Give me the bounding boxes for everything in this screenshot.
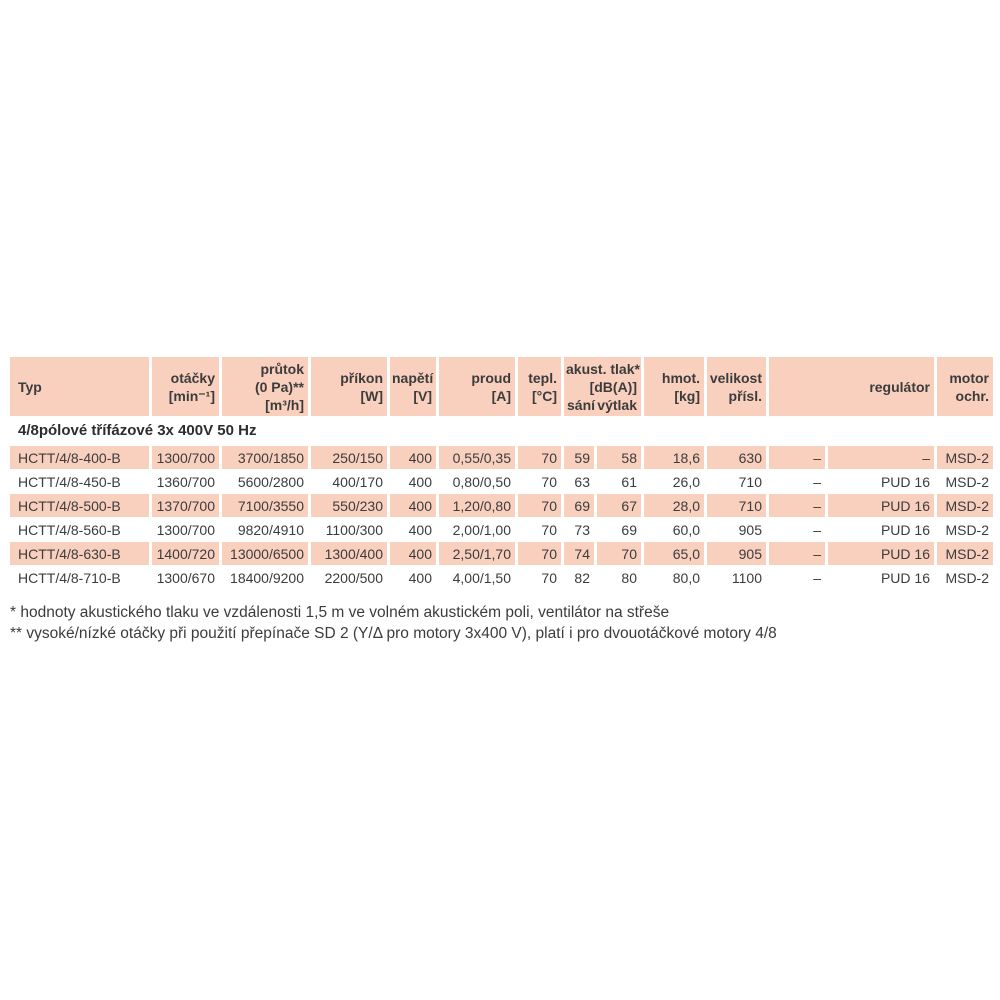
cell-motor-ochr: MSD-2 bbox=[937, 542, 993, 565]
cell-prikon: 1300/400 bbox=[311, 542, 387, 565]
col-unit: [kg] bbox=[674, 387, 700, 404]
cell-velikost: 1100 bbox=[707, 566, 766, 589]
subcol-labels bbox=[566, 396, 637, 414]
col-unit: [min⁻¹] bbox=[168, 387, 215, 404]
cell-motor-ochr: MSD-2 bbox=[937, 566, 993, 589]
subcol-vytlak: výtlak bbox=[597, 396, 637, 413]
cell-typ: HCTT/4/8-710-B bbox=[10, 566, 149, 589]
col-header-regulator bbox=[769, 357, 934, 416]
cell-napeti: 400 bbox=[390, 566, 436, 589]
cell-napeti: 400 bbox=[390, 494, 436, 517]
cell-sani: 74 bbox=[564, 542, 594, 565]
cell-proud: 2,00/1,00 bbox=[439, 518, 515, 541]
cell-sani: 69 bbox=[564, 494, 594, 517]
spec-table bbox=[7, 356, 996, 590]
cell-motor-ochr: MSD-2 bbox=[937, 446, 993, 469]
cell-otacky: 1360/700 bbox=[152, 470, 219, 493]
cell-tepl: 70 bbox=[518, 566, 561, 589]
cell-tepl: 70 bbox=[518, 446, 561, 469]
cell-otacky: 1300/700 bbox=[152, 446, 219, 469]
cell-vytlak: 58 bbox=[597, 446, 641, 469]
col-header-hmot bbox=[644, 357, 704, 416]
table-header bbox=[10, 357, 993, 416]
cell-regulator-2: PUD 16 bbox=[828, 542, 934, 565]
cell-velikost: 710 bbox=[707, 494, 766, 517]
cell-prutok: 7100/3550 bbox=[222, 494, 308, 517]
cell-prikon: 2200/500 bbox=[311, 566, 387, 589]
cell-hmot: 26,0 bbox=[644, 470, 704, 493]
table-row bbox=[10, 542, 993, 565]
col-unit: [W] bbox=[360, 387, 383, 404]
cell-regulator-1: – bbox=[769, 470, 825, 493]
cell-typ: HCTT/4/8-450-B bbox=[10, 470, 149, 493]
cell-prutok: 3700/1850 bbox=[222, 446, 308, 469]
footnote-1: * hodnoty akustického tlaku ve vzdálenosti 1,5 m ve volném akustickém poli, ventilátor na střeše bbox=[10, 604, 670, 621]
cell-typ: HCTT/4/8-560-B bbox=[10, 518, 149, 541]
col-header-prutok bbox=[222, 357, 308, 416]
cell-regulator-1: – bbox=[769, 518, 825, 541]
cell-otacky: 1300/670 bbox=[152, 566, 219, 589]
cell-vytlak: 61 bbox=[597, 470, 641, 493]
cell-regulator-1: – bbox=[769, 494, 825, 517]
section-title: 4/8pólové třífázové 3x 400V 50 Hz bbox=[10, 417, 993, 445]
col-header-otacky bbox=[152, 357, 219, 416]
col-unit: [°C] bbox=[531, 387, 557, 404]
col-label: napětí bbox=[392, 369, 434, 386]
col-header-velikost bbox=[707, 357, 766, 416]
col-header-typ bbox=[10, 357, 149, 416]
cell-prutok: 13000/6500 bbox=[222, 542, 308, 565]
cell-tepl: 70 bbox=[518, 494, 561, 517]
col-label: hmot. bbox=[661, 369, 700, 386]
col-label: proud bbox=[471, 369, 511, 386]
cell-regulator-2: PUD 16 bbox=[828, 518, 934, 541]
cell-hmot: 80,0 bbox=[644, 566, 704, 589]
cell-vytlak: 80 bbox=[597, 566, 641, 589]
section-header-row bbox=[10, 417, 993, 445]
cell-sani: 82 bbox=[564, 566, 594, 589]
table-row bbox=[10, 518, 993, 541]
cell-napeti: 400 bbox=[390, 446, 436, 469]
col-label: ochr. bbox=[955, 387, 989, 404]
cell-prutok: 5600/2800 bbox=[222, 470, 308, 493]
cell-typ: HCTT/4/8-500-B bbox=[10, 494, 149, 517]
cell-motor-ochr: MSD-2 bbox=[937, 518, 993, 541]
cell-tepl: 70 bbox=[518, 542, 561, 565]
cell-proud: 2,50/1,70 bbox=[439, 542, 515, 565]
cell-motor-ochr: MSD-2 bbox=[937, 470, 993, 493]
cell-sani: 59 bbox=[564, 446, 594, 469]
footnote-2: ** vysoké/nízké otáčky při použití přepínače SD 2 (Y/Δ pro motory 3x400 V), platí i pro dvouotáčkové motory 4/8 bbox=[10, 625, 777, 642]
cell-proud: 0,80/0,50 bbox=[439, 470, 515, 493]
cell-motor-ochr: MSD-2 bbox=[937, 494, 993, 517]
cell-vytlak: 67 bbox=[597, 494, 641, 517]
header-row bbox=[10, 357, 993, 416]
cell-tepl: 70 bbox=[518, 470, 561, 493]
col-label: velikost bbox=[709, 369, 762, 386]
col-header-napeti bbox=[390, 357, 436, 416]
cell-velikost: 630 bbox=[707, 446, 766, 469]
cell-regulator-1: – bbox=[769, 446, 825, 469]
cell-otacky: 1400/720 bbox=[152, 542, 219, 565]
cell-velikost: 905 bbox=[707, 542, 766, 565]
cell-regulator-2: PUD 16 bbox=[828, 470, 934, 493]
cell-regulator-1: – bbox=[769, 542, 825, 565]
table-row bbox=[10, 470, 993, 493]
cell-hmot: 18,6 bbox=[644, 446, 704, 469]
cell-proud: 1,20/0,80 bbox=[439, 494, 515, 517]
cell-typ: HCTT/4/8-400-B bbox=[10, 446, 149, 469]
col-label: motor bbox=[949, 369, 989, 386]
col-unit: [dB(A)] bbox=[589, 378, 637, 395]
cell-napeti: 400 bbox=[390, 470, 436, 493]
col-header-tepl bbox=[518, 357, 561, 416]
cell-prikon: 400/170 bbox=[311, 470, 387, 493]
cell-regulator-2: – bbox=[828, 446, 934, 469]
cell-regulator-1: – bbox=[769, 566, 825, 589]
col-header-proud bbox=[439, 357, 515, 416]
cell-hmot: 28,0 bbox=[644, 494, 704, 517]
col-label: otáčky bbox=[170, 369, 215, 386]
cell-otacky: 1370/700 bbox=[152, 494, 219, 517]
table-row bbox=[10, 446, 993, 469]
col-header-akust-tlak bbox=[564, 357, 641, 416]
cell-sani: 63 bbox=[564, 470, 594, 493]
cell-proud: 0,55/0,35 bbox=[439, 446, 515, 469]
cell-hmot: 60,0 bbox=[644, 518, 704, 541]
cell-vytlak: 69 bbox=[597, 518, 641, 541]
col-label: Typ bbox=[18, 378, 42, 395]
cell-regulator-2: PUD 16 bbox=[828, 494, 934, 517]
col-label: průtok bbox=[260, 360, 304, 377]
cell-prutok: 18400/9200 bbox=[222, 566, 308, 589]
table-body bbox=[10, 446, 993, 589]
cell-tepl: 70 bbox=[518, 518, 561, 541]
spec-table-wrap bbox=[7, 356, 996, 590]
col-label: akust. tlak* bbox=[566, 360, 640, 377]
cell-typ: HCTT/4/8-630-B bbox=[10, 542, 149, 565]
footnotes bbox=[10, 602, 777, 644]
table-row bbox=[10, 566, 993, 589]
table-row bbox=[10, 494, 993, 517]
col-label: regulátor bbox=[869, 378, 930, 395]
cell-napeti: 400 bbox=[390, 518, 436, 541]
cell-prikon: 250/150 bbox=[311, 446, 387, 469]
subcol-sani: sání bbox=[567, 396, 596, 413]
cell-napeti: 400 bbox=[390, 542, 436, 565]
col-label: přísl. bbox=[728, 387, 762, 404]
col-label: tepl. bbox=[528, 369, 557, 386]
col-header-prikon bbox=[311, 357, 387, 416]
cell-prikon: 550/230 bbox=[311, 494, 387, 517]
cell-proud: 4,00/1,50 bbox=[439, 566, 515, 589]
col-unit: [V] bbox=[413, 387, 432, 404]
cell-prikon: 1100/300 bbox=[311, 518, 387, 541]
col-unit: [m³/h] bbox=[265, 396, 304, 413]
cell-hmot: 65,0 bbox=[644, 542, 704, 565]
cell-sani: 73 bbox=[564, 518, 594, 541]
cell-vytlak: 70 bbox=[597, 542, 641, 565]
cell-velikost: 905 bbox=[707, 518, 766, 541]
cell-otacky: 1300/700 bbox=[152, 518, 219, 541]
col-header-motor-ochr bbox=[937, 357, 993, 416]
col-label: příkon bbox=[340, 369, 383, 386]
cell-velikost: 710 bbox=[707, 470, 766, 493]
cell-regulator-2: PUD 16 bbox=[828, 566, 934, 589]
col-unit: [A] bbox=[491, 387, 511, 404]
col-note: (0 Pa)** bbox=[254, 378, 304, 395]
cell-prutok: 9820/4910 bbox=[222, 518, 308, 541]
